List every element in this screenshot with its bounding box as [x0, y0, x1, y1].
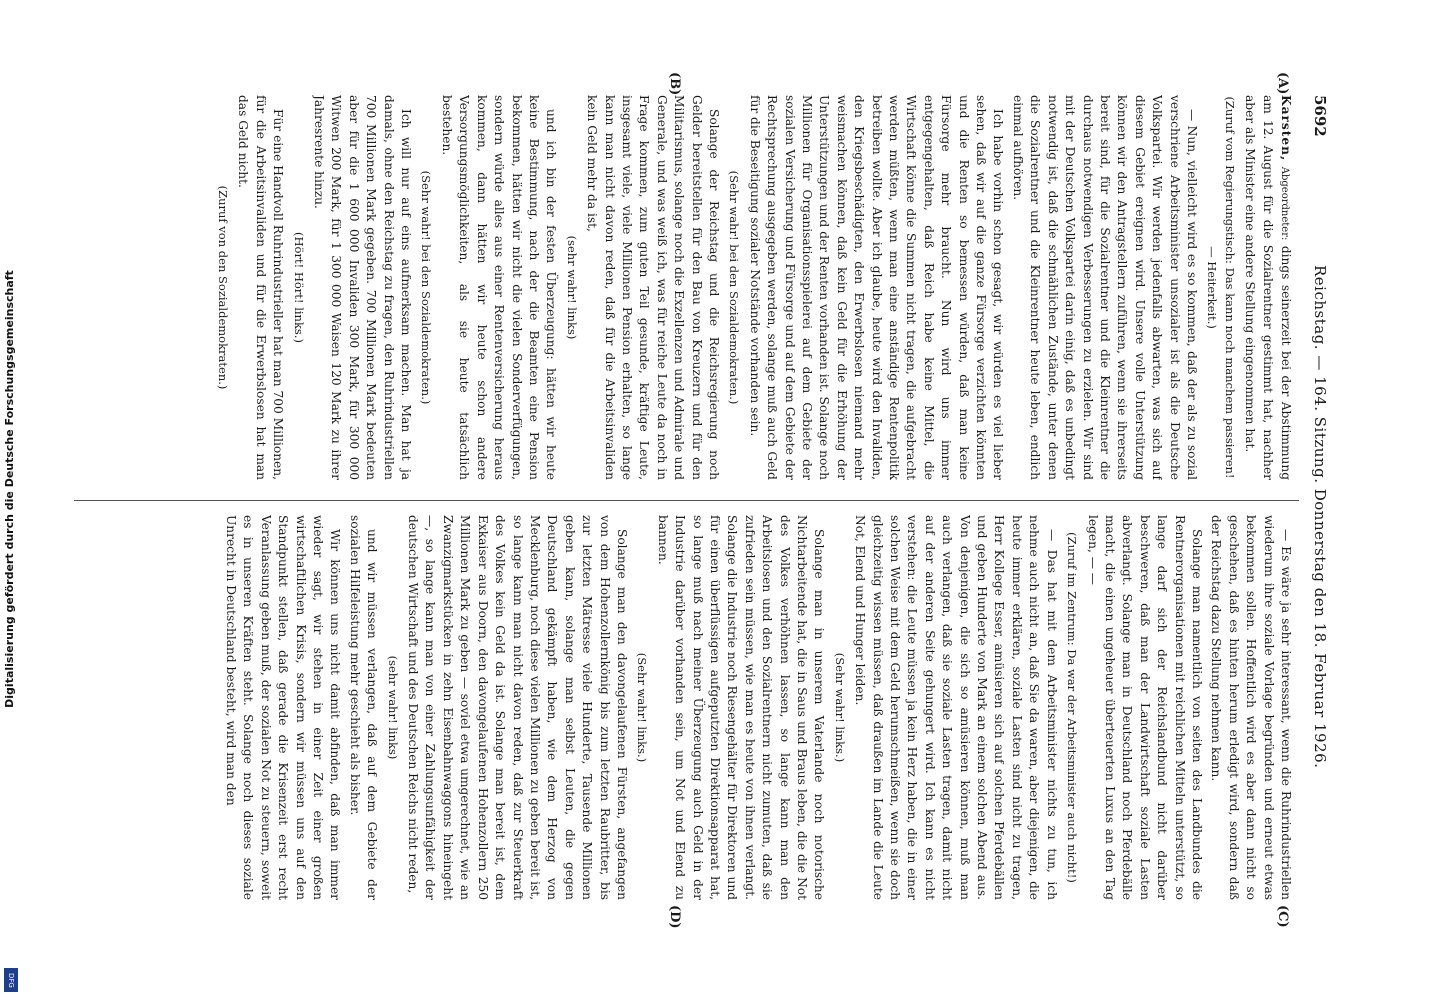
interjection: (Sehr wahr! bei den Sozialdemokraten.) [727, 170, 742, 405]
margin-letter-b: (B) [667, 72, 682, 96]
interjection: (Hört! Hört! links.) [291, 232, 306, 343]
column-divider [74, 500, 1299, 501]
paragraph: — Es wäre ja sehr interessant, wenn die Ruhrindustriellen wiederum ihre soziale Vorlage begründen und erneut etwas bekommen sollen. Hoffentlich wird es aber dann nicht so geschehen, daß es hinten herum erledigt wird, sondern daß der Reichstag dazu Stellung nehmen kann. [1209, 515, 1293, 900]
paragraph: Solange der Reichstag und die Reichsregierung noch Gelder bereitstellen für den Bau von Kreuzern und für den Militarismus, solange noch die Exzellenzen und Admirale und Generale, und was weiß ich, was für reiche Leute da noch in Frage kommen, zum guten Teil gesunde, kräftige Leute, insgesamt viele, viele Millionen Pension erhalten, so lange kann man nicht davon reden, daß für die Arbeitsinvaliden kein Geld mehr da ist, [585, 95, 721, 480]
interjection: (Sehr wahr! links.) [635, 652, 650, 763]
credit-text: Digitalisierung gefördert durch die Deutsche Forschungsgemeinschaft [3, 270, 16, 708]
paragraph: Solange man den davongelaufenen Fürsten, angefangen von dem Hohenzollernkönig bis zum letzten Raubritter, bis zur letzten Mätresse viele Hunderte, Tausende Millionen geben kann, solange man selbst Leuten, die gegen Deutschland gekämpft haben, wie dem Herzog von Mecklenburg, noch diese vielen Millionen zu geben bereit ist, so lange kann man nicht davon reden, daß zur Steuerkraft des Volkes kein Geld da ist. Solange man bereit ist, dem Exkaiser aus Doorn, den davongelaufenen Hohenzollern 250 Millionen Mark zu geben — soviel etwa umgerechnet, wie an Zwanzigmarkstücken in zehn Eisenbahnwaggons hineingeht —, so lange kann man von einer Zahlungsunfähigkeit der deutschen Wirtschaft und des Deutschen Reichs nicht reden, [406, 515, 629, 900]
margin-letter-c: (C) [1275, 905, 1290, 928]
speaker-role: Abgeordneter: [1279, 166, 1290, 241]
interjection: (Zuruf vom Regierungstisch: Das kann noch manchem passieren! — Heiterkeit.) [1205, 96, 1237, 479]
right-column [79, 515, 1294, 900]
paragraph: und wir müssen verlangen, daß auf dem Gebiete der sozialen Hilfeleistung mehr geschieht als bisher. [347, 515, 380, 900]
paragraph: Solange man namentlich von seiten des Landbundes die Rentnerorganisationen mit reichlichen Mitteln unterstützt, so lange darf sich der Reichslandbund nicht darüber beschweren, daß man der Landwirtschaft soziale Lasten abverlangt. Solange man in Deutschland noch Pferdebälle macht, die einen ungeheuer überteuerten Luxus an den Tag legen, — — [1085, 515, 1204, 900]
speaker-name: Karsten, [1279, 95, 1293, 162]
left-column [79, 95, 1294, 480]
running-title: Reichstag. — 164. Sitzung. Donnerstag den 18. Februar 1926. [1311, 265, 1329, 769]
paragraph: — Nun, vielleicht wird es so kommen, daß der als zu sozial verschriene Arbeitsminister unsozialer ist als die Deutsche Volkspartei. Wir werden jedenfalls abwarten, was sich auf diesem Gebiet ereignen wird. Unsere volle Unterstützung können wir den Antragstellern zuführen, wenn sie ihrerseits bereit sind, für die Sozialrentner und die Kleinrentner die durchaus notwendigen Verbesserungen zu erzielen. Wir sind mit der Deutschen Volkspartei darin einig, daß es unbedingt notwendig ist, daß die schmählichen Zustände, unter denen die Sozialrentner und die Kleinrentner heute leben, endlich einmal aufhören. [1010, 95, 1199, 480]
paragraph: Ich habe vorhin schon gesagt, wir würden es viel lieber sehen, daß wir auf die ganze Fürsorge verzichten könnten und die Renten so bemessen würden, daß man keine Fürsorge mehr braucht. Nun wird uns immer entgegengehalten, daß Reich habe keine Mittel, die Wirtschaft könne die Summen nicht tragen, die aufgebracht werden müßten, wenn man eine anständige Rentenpolitik betreiben wollte. Aber ich glaube, heute wird den Invaliden, den Kriegsbeschädigten, den Erwerbslosen niemand mehr weismachen können, daß kein Geld für die Erhöhung der Unterstützungen und der Renten vorhanden ist. Solange noch Millionen für Organisationsspielerei auf dem Gebiete der sozialen Versicherung und Fürsorge und auf dem Gebiete der Rechtsprechung ausgegeben werden, solange muß auch Geld für die Beseitigung sozialer Notstände vorhanden sein. [747, 95, 1006, 480]
paragraph: — Das hat mit dem Arbeitsminister nichts zu tun, ich nehme auch nicht an, daß Sie da waren, aber diejenigen, die heute immer erklären, soziale Lasten sind nicht zu tragen, Herr Kollege Esser, amüsieren sich auf solchen Pferdebällen und geben Hunderte von Mark an einem solchen Abend aus. Von denjenigen, die sich so amüsieren können, muß man auch verlangen, daß sie soziale Lasten tragen, damit nicht auf der anderen Seite gehungert wird. Ich kann es nicht verstehen: die Leute müssen ja kein Herz haben, die in einer solchen Weise mit dem Geld herumschmeißen, wenn sie doch gleichzeitig wissen müssen, daß draußen im Lande die Leute Not, Elend und Hunger leiden. [853, 515, 1059, 900]
paragraph [1241, 95, 1294, 480]
paragraph-text: dings seinerzeit bei der Abstimmung am 12. August für die Sozialrentner gestimmt hat, nachher aber als Minister eine andere Stellung eingenommen hat. [1243, 95, 1293, 480]
interjection: (Sehr wahr! links.) [832, 652, 847, 763]
paragraph: Solange man in unserem Vaterlande noch notorische Nichtarbeitende hat, die in Saus und Braus leben, die die Not des Volkes verhöhnen lassen, so lange kann man den Arbeitslosen und den Sozialrentnern nicht zumuten, daß sie zufrieden sein müssen, wie man es heute von ihnen verlangt. Solange die Industrie noch Riesengehälter für Direktoren und für einen überflüssigen aufgeputzten Direktionsapparat hat, so lange muß nach meiner Überzeugung auch Geld in der Industrie darüber vorhanden sein, um Not und Elend zu bannen. [655, 515, 827, 900]
paragraph: Wir können uns nicht damit abfinden, daß man immer wieder sagt, wir stehen in einer Zeit einer großen wirtschaftlichen Krisis, sondern wir müssen uns auf den Standpunkt stellen, daß gerade die Krisenzeit erst recht Veranlassung geben muß, der sozialen Not zu steuern, soweit es in unseren Kräften steht. Solange noch dieses soziale Unrecht in Deutschland besteht, wird man den [224, 515, 343, 900]
paragraph: Ich will nur auf eins aufmerksam machen. Man hat ja damals, ohne den Reichstag zu fragen, den Ruhrindustriellen 700 Millionen Mark gegeben. 700 Millionen Mark bedeuten aber für die 1 600 000 Invaliden 300 Mark, für 300 000 Witwen 200 Mark, für 1 300 000 Waisen 120 Mark zu ihrer Jahresrente hinzu. [312, 95, 414, 480]
paragraph: und ich bin der festen Überzeugung: hätten wir heute keine Bestimmung, nach der die Beamten eine Pension bekommen, hätten wir nicht die vielen Sonderverfügungen, sondern würde alles aus einer Rentenversicherung heraus kommen, dann hätten wir heute schon andere Versorgungsmöglichkeiten, als sie heute tatsächlich bestehen. [439, 95, 559, 480]
page-number: 5692 [1311, 95, 1329, 137]
interjection: (sehr wahr! links) [564, 235, 579, 340]
interjection: (Zuruf im Zentrum: Da war der Arbeitsminister auch nicht!) [1065, 532, 1080, 883]
dfg-logo-icon: DFG [4, 968, 18, 992]
interjection: (sehr wahr! links) [385, 655, 400, 760]
margin-letter-d: (D) [667, 905, 682, 929]
interjection: (Zuruf von den Sozialdemokraten.) [216, 185, 231, 390]
interjection: (Sehr wahr! bei den Sozialdemokraten.) [419, 170, 434, 405]
paragraph: Für eine Handvoll Ruhrindustrieller hat man 700 Millionen, für die Arbeitsinvaliden und für die Erwerbslosen hat man das Geld nicht. [236, 95, 286, 480]
margin-letter-a: (A) [1275, 72, 1290, 95]
page-header [1299, 95, 1329, 925]
